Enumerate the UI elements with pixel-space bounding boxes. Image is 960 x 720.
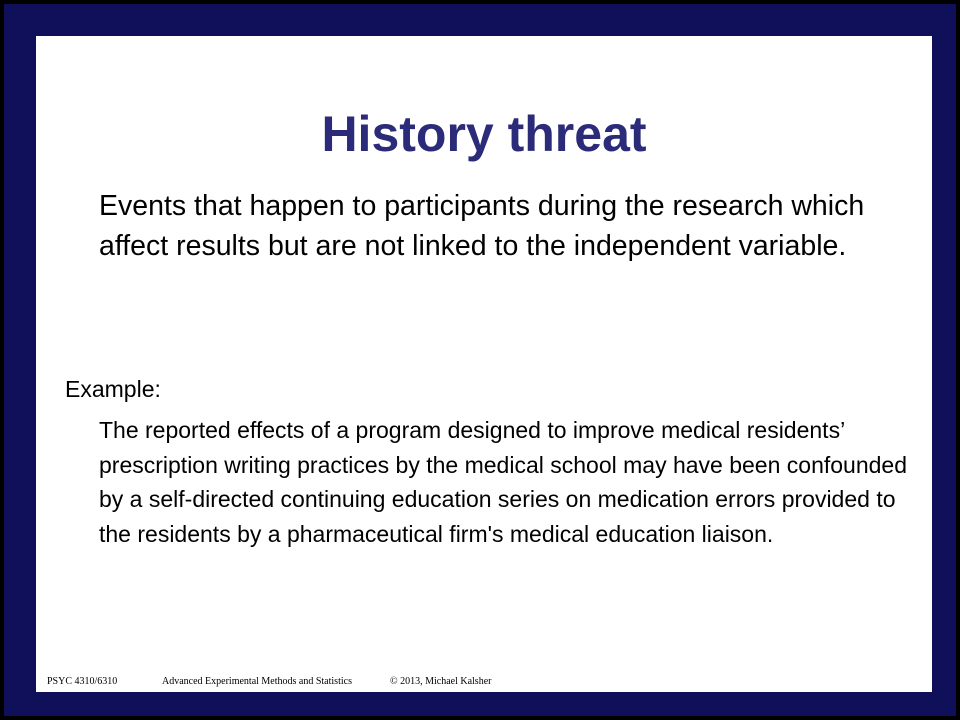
slide-content xyxy=(36,36,932,692)
slide-title: History threat xyxy=(321,106,647,162)
slide-footer xyxy=(47,676,491,688)
example-label: Example: xyxy=(65,376,161,402)
footer-subject: Advanced Experimental Methods and Statistics xyxy=(162,676,352,687)
example-text: The reported effects of a program designed to improve medical residents’ prescription writing practices by the medical school may have been confounded by a self-directed continuing education series on medication errors provided to the residents by a pharmaceutical firm's medical education liaison. xyxy=(99,417,907,547)
slide-frame xyxy=(4,4,956,716)
footer-copyright: © 2013, Michael Kalsher xyxy=(390,676,492,687)
footer-course: PSYC 4310/6310 xyxy=(47,676,118,687)
definition-text: Events that happen to participants during the research which affect results but are not linked to the independent variable. xyxy=(99,190,865,262)
